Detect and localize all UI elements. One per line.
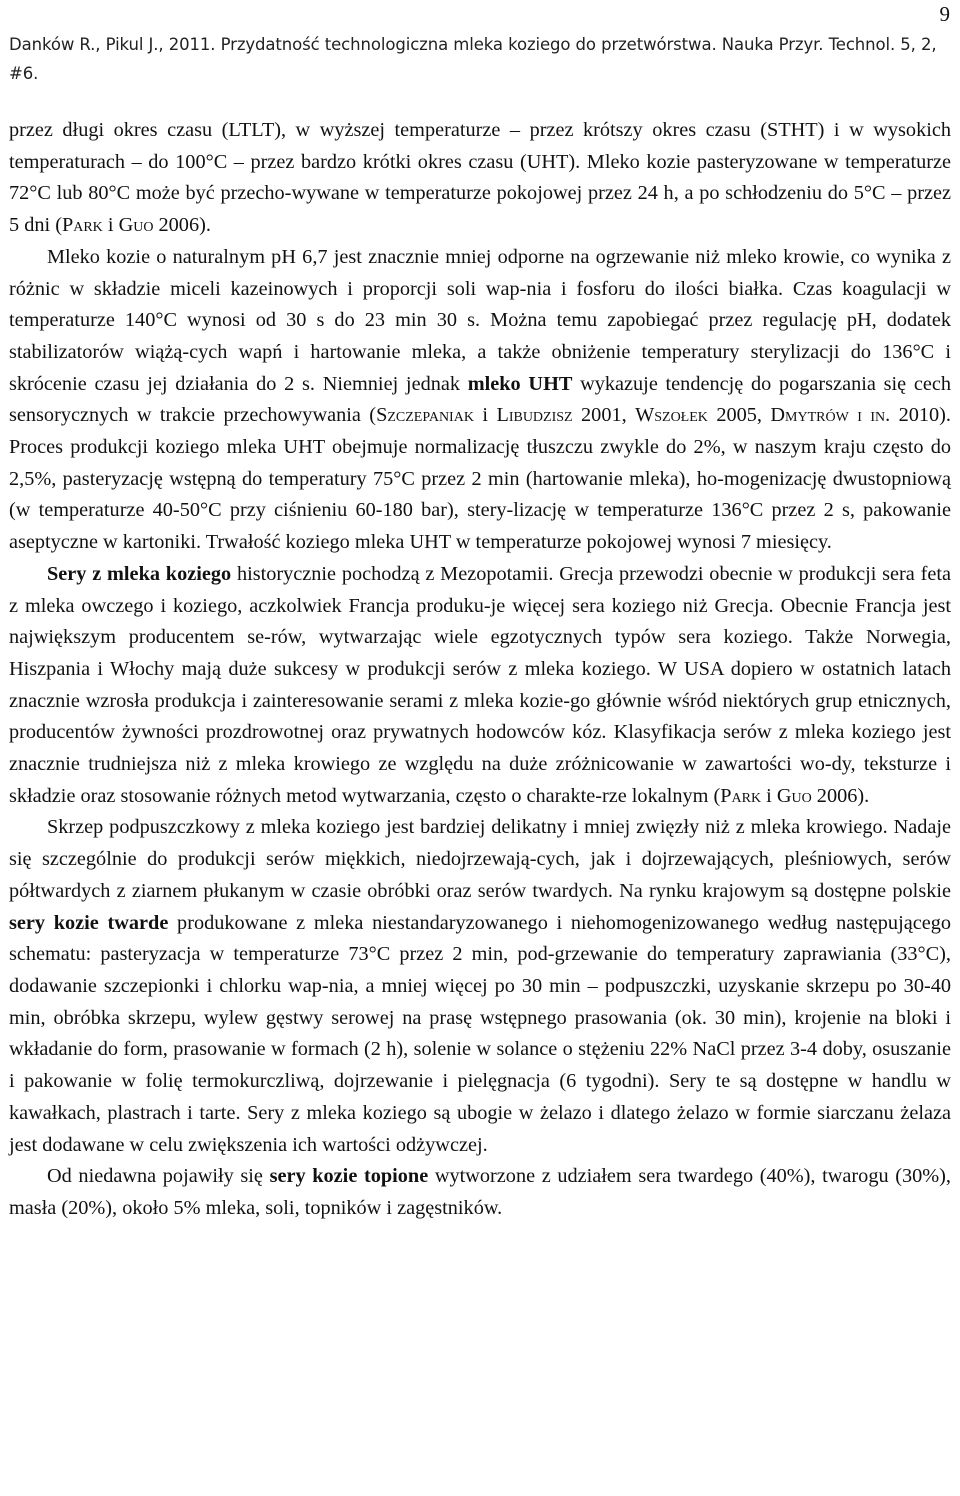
page-number: 9 [939,2,950,26]
paragraph-2: Mleko kozie o naturalnym pH 6,7 jest znacznie mniej odporne na ogrzewanie niż mleko krowie, co wynika z różnic w składzie miceli kazeinowych i proporcji soli wap-nia i fosforu do ilości białka. Czas koagulacji w temperaturze 140°C wynosi od 30 s do 23 min 30 s. Można temu zapobiegać przez regulację pH, dodatek stabilizatorów wiążą-cych wapń i hartowanie mleka, a także obniżenie temperatury sterylizacji do 136°C i skrócenie czasu jej działania do 2 s. Niemniej jednak mleko UHT wykazuje tendencję do pogarszania się cech sensorycznych w trakcie przechowywania (Szczepaniak i Libudzisz 2001, Wszołek 2005, Dmytrów i in. 2010). Proces produkcji koziego mleka UHT obejmuje normalizację tłuszczu zwykle do 2%, w naszym kraju często do 2,5%, pasteryzację wstępną do temperatury 75°C przez 2 min (hartowanie mleka), ho-mogenizację dwustopniową (w temperaturze 40-50°C przy ciśnieniu 60-180 bar), stery-lizację w temperaturze 136°C przez 2 s, pakowanie aseptyczne w kartoniki. Trwałość koziego mleka UHT w temperaturze pokojowej wynosi 7 miesięcy. [9,245,951,554]
paragraph-4: Skrzep podpuszczkowy z mleka koziego jest bardziej delikatny i mniej zwięzły niż z mleka krowiego. Nadaje się szczególnie do produkcji serów miękkich, niedojrzewają-cych, jak i dojrzewających, pleśniowych, serów półtwardych z ziarnem płukanym w czasie obróbki oraz serów twardych. Na rynku krajowym są dostępne polskie sery kozie twarde produkowane z mleka niestandaryzowanego i niehomogenizowanego według następującego schematu: pasteryzacja w temperaturze 73°C przez 2 min, pod-grzewanie do temperatury zaprawiania (33°C), dodawanie szczepionki i chlorku wap-nia, a mniej więcej po 30 min – podpuszczki, uzyskanie skrzepu po 30-40 min, obróbka skrzepu, wylew gęstwy serowej na prasę wstępnego prasowania (ok. 30 min), krojenie na bloki i wkładanie do form, prasowanie w formach (2 h), solenie w solance o stężeniu 22% NaCl przez 3-4 doby, osuszanie i pakowanie w folię termokurczliwą, dojrzewanie i pielęgnacja (6 tygodni). Sery te są dostępne w handlu w kawałkach, plastrach i tarte. Sery z mleka koziego są ubogie w żelazo i dlatego żelazo w formie siarczanu żelaza jest dodawane w celu zwiększenia ich wartości odżywczej. [9,816,951,1156]
article-body [9,115,951,1225]
paragraph-3: Sery z mleka koziego historycznie pochodzą z Mezopotamii. Grecja przewodzi obecnie w produkcji sera feta z mleka owczego i koziego, aczkolwiek Francja produku-je więcej sera koziego niż Grecja. Obecnie Francja jest największym producentem se-rów, wytwarzając wiele egzotycznych typów sera koziego. Także Norwegia, Hiszpania i Włochy mają duże sukcesy w produkcji serów z mleka koziego. W USA dopiero w ostatnich latach znacznie wzrosła produkcja i zainteresowanie serami z mleka kozie-go głównie wśród niektórych grup etnicznych, producentów żywności prozdrowotnej oraz prywatnych hodowców kóz. Klasyfikacja serów z mleka koziego jest znacznie trudniejsza niż z mleka krowiego ze względu na duże zróżnicowanie w zawartości wo-dy, teksturze i składzie oraz stosowanie różnych metod wytwarzania, często o charakte-rze lokalnym (Park i Guo 2006). [9,562,952,807]
paragraph-5: Od niedawna pojawiły się sery kozie topione wytworzone z udziałem sera twardego (40%), twarogu (30%), masła (20%), około 5% mleka, soli, topników i zagęstników. [9,1165,952,1219]
paragraph-1: przez długi okres czasu (LTLT), w wyższej temperaturze – przez krótszy okres czasu (STHT) i w wysokich temperaturach – do 100°C – przez bardzo krótki okres czasu (UHT). Mleko kozie pasteryzowane w temperaturze 72°C lub 80°C może być przecho-wywane w temperaturze pokojowej przez 24 h, a po schłodzeniu do 5°C – przez 5 dni (Park i Guo 2006). [9,119,951,237]
running-header-citation: Danków R., Pikul J., 2011. Przydatność technologiczna mleka koziego do przetwórstwa. Nauka Przyr. Technol. 5, 2, #6. [9,35,937,83]
